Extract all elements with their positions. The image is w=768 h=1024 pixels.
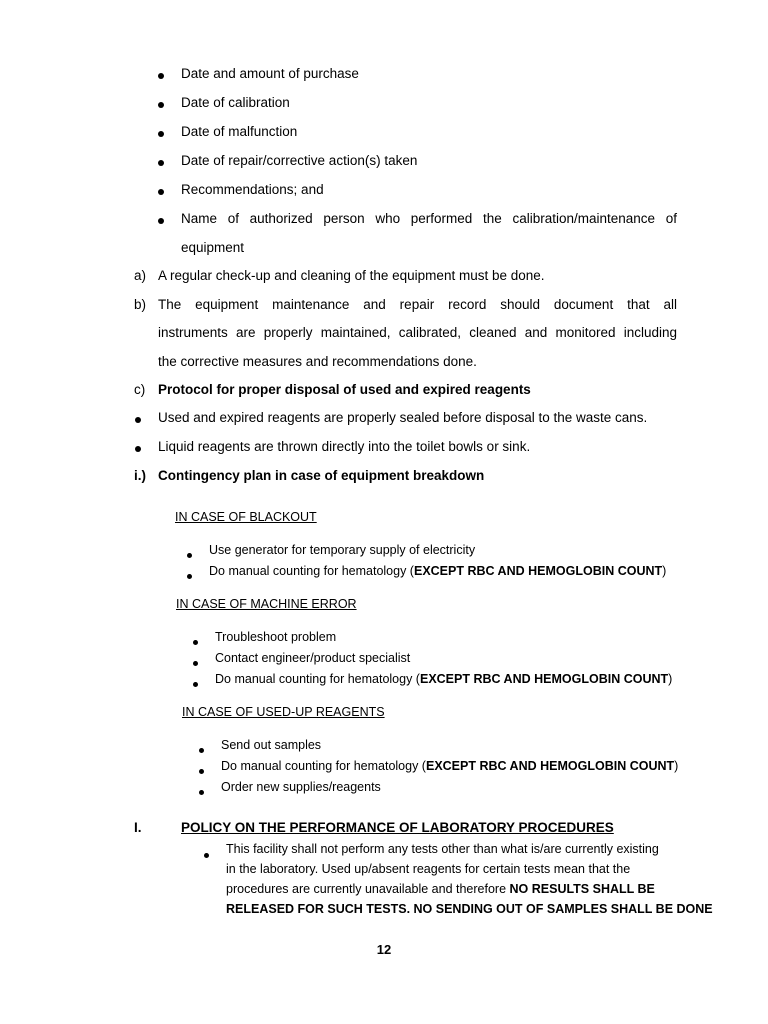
list-item-emphasis: EXCEPT RBC AND HEMOGLOBIN COUNT	[413, 564, 663, 578]
list-item: Contact engineer/product specialist	[215, 651, 411, 665]
list-item-text: Do manual counting for hematology (	[209, 564, 414, 578]
bullet-dot	[193, 674, 198, 692]
item-i-heading: Contingency plan in case of equipment breakdown	[158, 468, 485, 483]
list-item-emphasis: EXCEPT RBC AND HEMOGLOBIN COUNT	[425, 759, 675, 773]
list-item: Date of calibration	[181, 95, 290, 110]
list-item: Date of repair/corrective action(s) taken	[181, 153, 418, 168]
policy-heading: POLICY ON THE PERFORMANCE OF LABORATORY PROCEDURES	[181, 820, 614, 835]
item-a-text: A regular check-up and cleaning of the equipment must be done.	[158, 268, 545, 283]
policy-emphasis: NO RESULTS SHALL BE	[509, 882, 655, 896]
bullet-dot	[158, 211, 164, 229]
policy-text: procedures are currently unavailable and therefore	[226, 882, 510, 896]
item-c-heading: Protocol for proper disposal of used and expired reagents	[158, 382, 531, 397]
item-label-c: c)	[134, 382, 146, 397]
item-label-a: a)	[134, 268, 147, 283]
policy-line: RELEASED FOR SUCH TESTS. NO SENDING OUT OF SAMPLES SHALL BE DONE	[226, 902, 713, 916]
policy-line: This facility shall not perform any tests other than what is/are currently existing	[226, 842, 659, 856]
bullet-dot	[204, 845, 209, 863]
list-item: Use generator for temporary supply of electricity	[209, 543, 476, 557]
list-item-continuation: equipment	[181, 240, 245, 255]
list-item: Date and amount of purchase	[181, 66, 359, 81]
bullet-dot	[158, 182, 164, 200]
list-item: Used and expired reagents are properly sealed before disposal to the waste cans.	[158, 410, 648, 425]
list-item-text: Do manual counting for hematology (	[215, 672, 420, 686]
list-item-text: )	[662, 564, 667, 578]
list-item	[209, 563, 666, 580]
machine-error-heading: IN CASE OF MACHINE ERROR	[176, 597, 357, 611]
bullet-dot	[135, 439, 141, 457]
list-item	[215, 671, 672, 688]
bullet-dot	[158, 95, 164, 113]
list-item-text: )	[668, 672, 673, 686]
item-b-line: the corrective measures and recommendations done.	[158, 354, 477, 369]
bullet-dot	[158, 66, 164, 84]
list-item: Recommendations; and	[181, 182, 324, 197]
list-item: Date of malfunction	[181, 124, 298, 139]
list-item: Send out samples	[221, 738, 322, 752]
list-item: Troubleshoot problem	[215, 630, 337, 644]
bullet-dot	[199, 761, 204, 779]
bullet-dot	[158, 124, 164, 142]
policy-line	[226, 881, 655, 898]
item-label-i: i.)	[134, 468, 146, 483]
used-up-heading: IN CASE OF USED-UP REAGENTS	[182, 705, 385, 719]
bullet-dot	[193, 653, 198, 671]
bullet-dot	[158, 153, 164, 171]
blackout-heading: IN CASE OF BLACKOUT	[175, 510, 317, 524]
item-b-line: instruments are properly maintained, calibrated, cleaned and monitored including	[158, 325, 677, 340]
bullet-dot	[187, 566, 192, 584]
list-item-emphasis: EXCEPT RBC AND HEMOGLOBIN COUNT	[419, 672, 669, 686]
list-item: Order new supplies/reagents	[221, 780, 381, 794]
bullet-dot	[135, 410, 141, 428]
bullet-dot	[193, 632, 198, 650]
policy-line: in the laboratory. Used up/absent reagents for certain tests mean that the	[226, 862, 631, 876]
bullet-dot	[187, 545, 192, 563]
list-item: Name of authorized person who performed the calibration/maintenance of	[181, 211, 677, 226]
item-label-b: b)	[134, 297, 147, 312]
item-b-line: The equipment maintenance and repair record should document that all	[158, 297, 677, 312]
list-item	[221, 758, 678, 775]
policy-label: I.	[134, 820, 142, 835]
bullet-dot	[199, 782, 204, 800]
list-item: Liquid reagents are thrown directly into the toilet bowls or sink.	[158, 439, 531, 454]
bullet-dot	[199, 740, 204, 758]
list-item-text: )	[674, 759, 679, 773]
list-item-text: Do manual counting for hematology (	[221, 759, 426, 773]
page-number: 12	[376, 942, 392, 957]
